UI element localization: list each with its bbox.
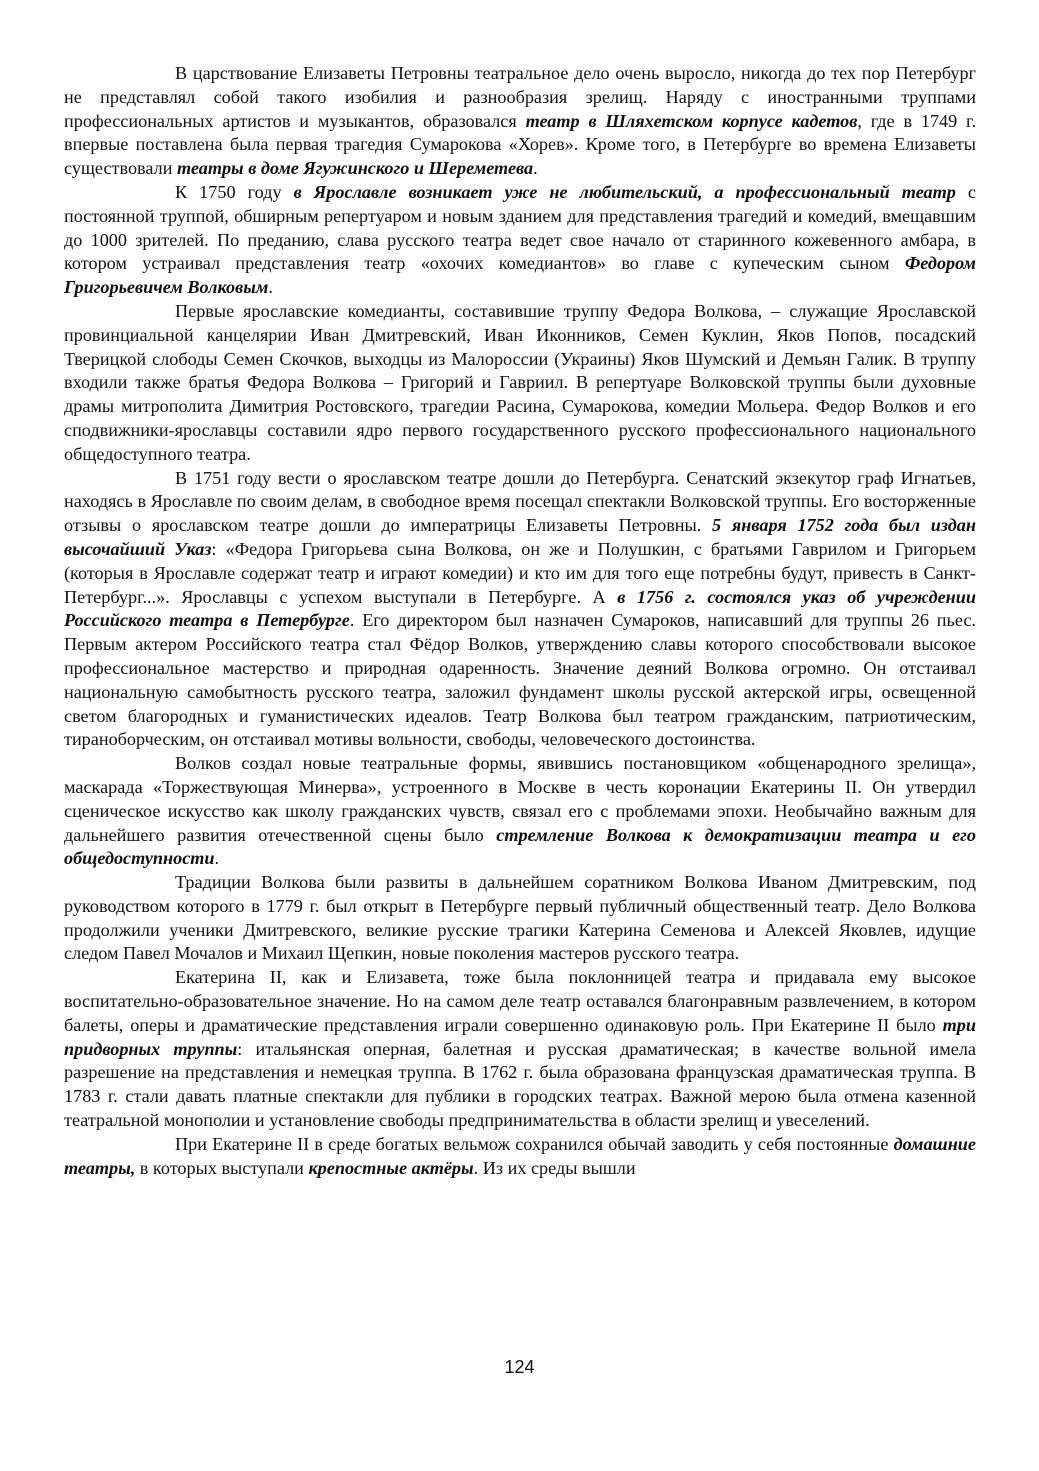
paragraph [64,871,976,966]
text-run: : итальянская оперная, балетная и русская драматическая; в качестве вольной имела разрешение на представления и немецкая труппа. В 1762 г. была образована французская драматическая труппа. В 1783 г. стали давать платные спектакли для публики в городских театрах. Важной мерою была отмена казенной театральной монополии и установление свободы предпринимательства в области зрелищ и увеселений. [64,1038,976,1131]
body-text [64,62,976,1180]
emphasized-text: театр в Шляхетском корпусе кадетов [525,110,858,131]
text-run: Традиции Волкова были развиты в дальнейшем соратником Волкова Иваном Дмитревским, под руководством которого в 1779 г. был открыт в Петербурге первый публичный общественный театр. Дело Волкова продолжили ученики Дмитревского, великие русские трагики Катерина Семенова и Алексей Яковлев, идущие следом Павел Мочалов и Михаил Щепкин, новые поколения мастеров русского театра. [64,872,976,964]
paragraph [64,1133,976,1181]
text-run: В 1751 году вести о ярославском театре дошли до Петербурга. Сенатский экзекутор граф Игнатьев, находясь в Ярославле по своим делам, в свободное время посещал спектакли Волковской труппы. Его восторженные отзывы о ярославском театре дошли до императрицы Елизаветы Петровны. [64,467,976,536]
text-run: в которых выступали [135,1157,309,1178]
text-run: с постоянной труппой, обширным репертуаром и новым зданием для представления трагедий и комедий, вмещавшим до 1000 зрителей. По преданию, слава русского театра ведет свое начало от старинного кожевенного амбара, в котором устраивал представления театр «охочих комедиантов» во главе с купеческим сыном [64,181,977,274]
emphasized-text: в Ярославле возникает уже не любительский, а профессиональный театр [293,181,956,202]
emphasized-text: Федором Григорьевичем Волковым [64,253,976,298]
emphasized-text: в 1756 г. состоялся указ об учреждении Российского театра в Петербурге [64,586,977,631]
paragraph [64,181,976,300]
text-run: Екатерина II, как и Елизавета, тоже была поклонницей театра и придавала ему высокое воспитательно-образовательное значение. Но на самом деле театр оставался благонравным развлечением, в котором балеты, оперы и драматические представления играли совершенно одинаковую роль. При Екатерине II было [64,967,976,1035]
paragraph [64,752,976,871]
emphasized-text: стремление Волкова к демократизации театра и его общедоступности [64,824,976,869]
paragraph [64,966,976,1133]
text-run: Волков создал новые театральные формы, явившись постановщиком «общенародного зрелища», маскарада «Торжествующая Минерва», устроенного в Москве в честь коронации Екатерины II. Он утвердил сценическое искусство как школу гражданских чувств, связал его с проблемами эпохи. Необычайно важным для дальнейшего развития отечественной сцены было [64,753,976,845]
text-run: . [214,848,220,869]
text-run: : «Федора Григорьева сына Волкова, он же и Полушкин, с братьями Гаврилом и Григорьем (которыя в Ярославле содержат театр и играют комедии) и кто им для того еще потребны будут, привесть в Санкт-Петербург...». Ярославцы с успехом выступали в Петербурге. А [64,538,976,607]
text-run: К 1750 году [175,181,294,202]
text-run: Первые ярославские комедианты, составившие труппу Федора Волкова, – служащие Ярославской провинциальной канцелярии Иван Дмитревский, Иван Иконников, Семен Куклин, Яков Попов, посадский Тверицкой слободы Семен Скочков, выходцы из Малороссии (Украины) Яков Шумский и Демьян Галик. В труппу входили также братья Федора Волкова – Григорий и Гавриил. В репертуаре Волковской труппы были духовные драмы митрополита Димитрия Ростовского, трагедии Расина, Сумарокова, комедии Мольера. Федор Волков и его сподвижники-ярославцы составили ядро первого государственного русского профессионального национального общедоступного театра. [64,300,976,464]
text-run: При Екатерине II в среде богатых вельмож сохранился обычай заводить у себя постоянные [175,1133,894,1154]
text-run: . Из их среды вышли [473,1157,636,1178]
paragraph [64,467,976,753]
text-run: . [533,158,538,179]
emphasized-text: крепостные актёры [308,1157,474,1178]
paragraph [64,300,976,467]
text-run: , где в 1749 г. впервые поставлена была первая трагедия Сумарокова «Хорев». Кроме того, в Петербурге во времена Елизаветы существовали [64,110,976,179]
emphasized-text: театры в доме Ягужинского и Шереметева [176,158,534,179]
paragraph [64,62,976,181]
emphasized-text: три придворных труппы [64,1014,976,1059]
page-number: 124 [504,1357,535,1377]
text-run: В царствование Елизаветы Петровны театральное дело очень выросло, никогда до тех пор Петербург не представлял собой такого изобилия и разнообразия зрелищ. Наряду с иностранными труппами профессиональных артистов и музыкантов, образовался [64,63,976,131]
text-run: . Его директором был назначен Сумароков, написавший для труппы 26 пьес. Первым актером Российского театра стал Фёдор Волков, утверждению славы которого способствовали высокое профессиональное мастерство и природная одаренность. Значение деяний Волкова огромно. Он отстаивал национальную самобытность русского театра, заложил фундамент школы русской актерской игры, освещенной светом благородных и гуманистических идеалов. Театр Волкова был театром гражданским, патриотическим, тираноборческим, он отстаивал мотивы вольности, свободы, человеческого достоинства. [64,610,976,750]
emphasized-text: 5 января 1752 года был издан высочайший Указ [64,515,976,559]
text-run: . [268,277,273,298]
emphasized-text: домашние театры, [64,1133,976,1178]
